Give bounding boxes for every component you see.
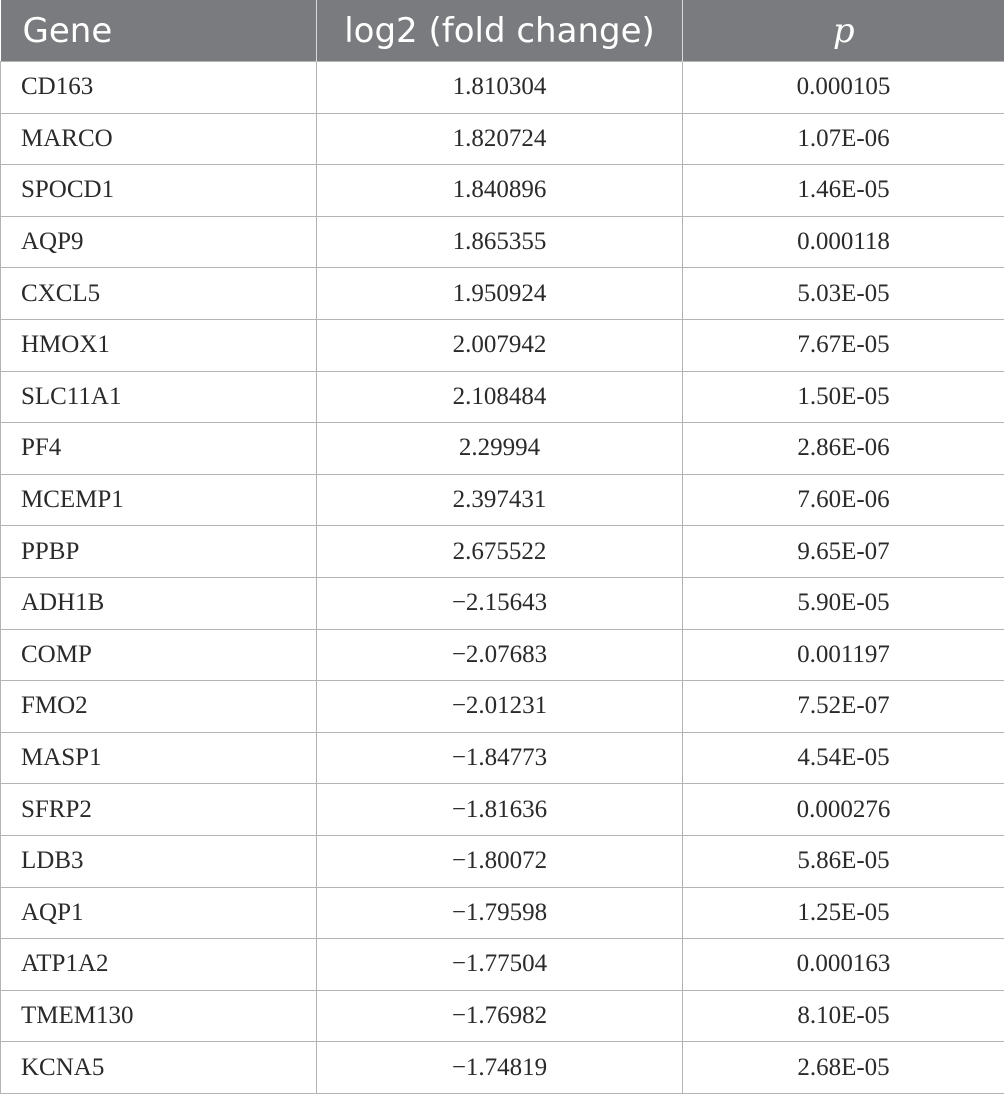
gene-cell: SFRP2 <box>1 784 317 836</box>
table-row <box>1 268 1004 320</box>
p-value-cell: 5.90E-05 <box>683 577 1004 629</box>
header-row <box>1 0 1004 62</box>
table-row <box>1 423 1004 475</box>
table-row <box>1 835 1004 887</box>
fold-change-cell: 2.007942 <box>317 319 683 371</box>
gene-cell: ATP1A2 <box>1 939 317 991</box>
gene-cell: AQP9 <box>1 216 317 268</box>
p-value-cell: 7.67E-05 <box>683 319 1004 371</box>
gene-cell: MARCO <box>1 113 317 165</box>
table-row <box>1 939 1004 991</box>
p-value-cell: 0.000105 <box>683 62 1004 114</box>
fold-change-cell: 2.675522 <box>317 526 683 578</box>
gene-cell: COMP <box>1 629 317 681</box>
gene-cell: CD163 <box>1 62 317 114</box>
fold-change-cell: −1.84773 <box>317 732 683 784</box>
p-value-cell: 1.50E-05 <box>683 371 1004 423</box>
gene-cell: PF4 <box>1 423 317 475</box>
fold-change-cell: −1.74819 <box>317 1042 683 1094</box>
gene-cell: CXCL5 <box>1 268 317 320</box>
gene-cell: KCNA5 <box>1 1042 317 1094</box>
gene-cell: PPBP <box>1 526 317 578</box>
p-value-cell: 1.07E-06 <box>683 113 1004 165</box>
table-row <box>1 1042 1004 1094</box>
header-gene: Gene <box>1 0 317 62</box>
p-value-cell: 0.001197 <box>683 629 1004 681</box>
fold-change-cell: 2.397431 <box>317 474 683 526</box>
gene-cell: MCEMP1 <box>1 474 317 526</box>
p-value-cell: 8.10E-05 <box>683 990 1004 1042</box>
p-value-cell: 5.86E-05 <box>683 835 1004 887</box>
table-row <box>1 474 1004 526</box>
gene-cell: SLC11A1 <box>1 371 317 423</box>
fold-change-cell: 1.950924 <box>317 268 683 320</box>
p-value-cell: 0.000118 <box>683 216 1004 268</box>
table-row <box>1 62 1004 114</box>
fold-change-cell: −2.15643 <box>317 577 683 629</box>
p-value-cell: 1.46E-05 <box>683 165 1004 217</box>
fold-change-cell: −2.01231 <box>317 681 683 733</box>
gene-cell: HMOX1 <box>1 319 317 371</box>
fold-change-cell: −1.76982 <box>317 990 683 1042</box>
p-value-cell: 2.86E-06 <box>683 423 1004 475</box>
fold-change-cell: 2.29994 <box>317 423 683 475</box>
header-p-value <box>683 0 1004 62</box>
p-value-cell: 7.52E-07 <box>683 681 1004 733</box>
p-value-cell: 7.60E-06 <box>683 474 1004 526</box>
gene-cell: SPOCD1 <box>1 165 317 217</box>
table-row <box>1 681 1004 733</box>
fold-change-cell: −2.07683 <box>317 629 683 681</box>
table-row <box>1 784 1004 836</box>
p-value-cell: 0.000163 <box>683 939 1004 991</box>
p-value-cell: 1.25E-05 <box>683 887 1004 939</box>
fold-change-cell: 1.820724 <box>317 113 683 165</box>
fold-change-cell: −1.81636 <box>317 784 683 836</box>
table-row <box>1 577 1004 629</box>
table-row <box>1 319 1004 371</box>
gene-cell: ADH1B <box>1 577 317 629</box>
fold-change-cell: 1.865355 <box>317 216 683 268</box>
p-value-cell: 2.68E-05 <box>683 1042 1004 1094</box>
fold-change-cell: −1.77504 <box>317 939 683 991</box>
p-value-cell: 9.65E-07 <box>683 526 1004 578</box>
gene-cell: FMO2 <box>1 681 317 733</box>
gene-cell: LDB3 <box>1 835 317 887</box>
table-row <box>1 165 1004 217</box>
table-row <box>1 216 1004 268</box>
table-header <box>1 0 1004 62</box>
p-value-cell: 5.03E-05 <box>683 268 1004 320</box>
table-body <box>1 62 1004 1094</box>
table-row <box>1 887 1004 939</box>
header-p-label: p <box>832 10 855 51</box>
table-row <box>1 732 1004 784</box>
table-row <box>1 113 1004 165</box>
p-value-cell: 0.000276 <box>683 784 1004 836</box>
gene-cell: TMEM130 <box>1 990 317 1042</box>
table-row <box>1 990 1004 1042</box>
fold-change-cell: 1.810304 <box>317 62 683 114</box>
p-value-cell: 4.54E-05 <box>683 732 1004 784</box>
fold-change-cell: 2.108484 <box>317 371 683 423</box>
gene-cell: MASP1 <box>1 732 317 784</box>
header-fold-change: log2 (fold change) <box>317 0 683 62</box>
table-row <box>1 371 1004 423</box>
fold-change-cell: −1.80072 <box>317 835 683 887</box>
fold-change-cell: −1.79598 <box>317 887 683 939</box>
table-row <box>1 526 1004 578</box>
table-row <box>1 629 1004 681</box>
fold-change-cell: 1.840896 <box>317 165 683 217</box>
gene-cell: AQP1 <box>1 887 317 939</box>
